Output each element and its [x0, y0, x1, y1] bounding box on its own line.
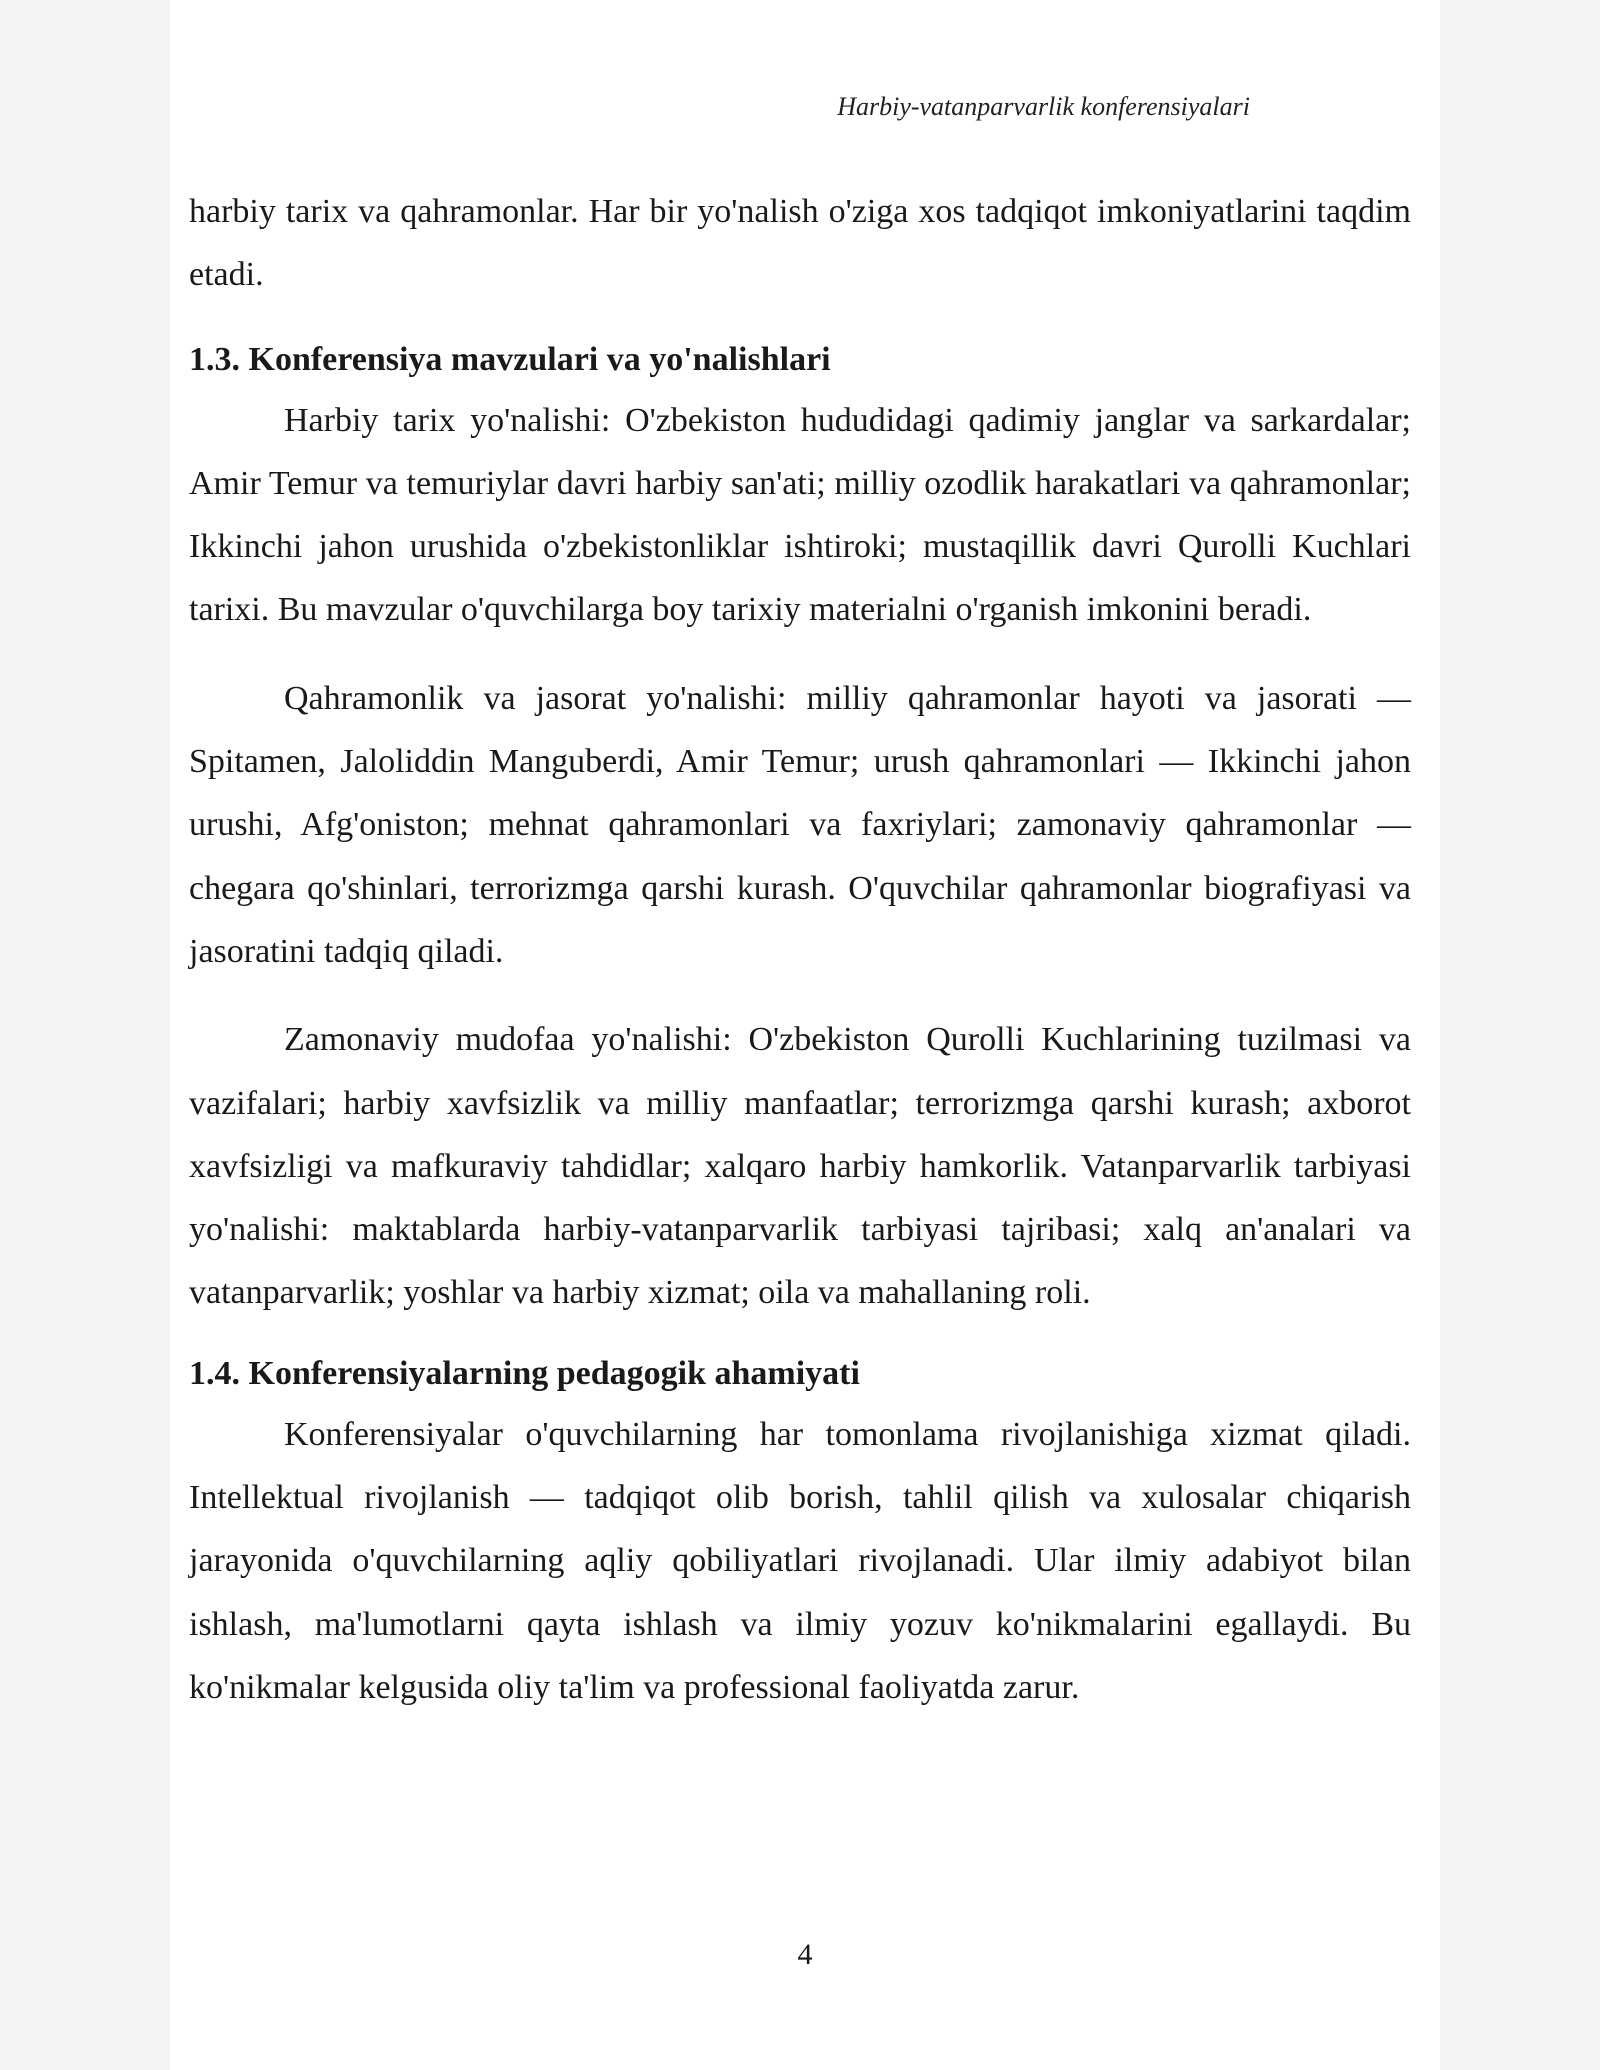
- page-content: [189, 180, 1411, 1719]
- continuation-paragraph: harbiy tarix va qahramonlar. Har bir yo'nalish o'ziga xos tadqiqot imkoniyatlarini taqdim etadi.: [189, 193, 1411, 294]
- document-page: [170, 0, 1440, 2070]
- section-heading-1-4: 1.4. Konferensiyalarning pedagogik ahamiyati: [189, 1354, 860, 1392]
- paragraph-heroism: Qahramonlik va jasorat yo'nalishi: milliy qahramonlar hayoti va jasorati — Spitamen, Jaloliddin Manguberdi, Amir Temur; urush qahramonlari — Ikkinchi jahon urushi, Afg'oniston; mehnat qahramonlari va faxriylari; zamonaviy qahramonlar — chegara qo'shinlari, terrorizmga qarshi kurash. O'quvchilar qahramonlar biografiyasi va jasoratini tadqiq qiladi.: [189, 679, 1411, 970]
- running-header: Harbiy-vatanparvarlik konferensiyalari: [837, 92, 1250, 121]
- paragraph-pedagogical-significance: Konferensiyalar o'quvchilarning har tomonlama rivojlanishiga xizmat qiladi. Intellektual rivojlanish — tadqiqot olib borish, tahlil qilish va xulosalar chiqarish jarayonida o'quvchilarning aqliy qobiliyatlari rivojlanadi. Ular ilmiy adabiyot bilan ishlash, ma'lumotlarni qayta ishlash va ilmiy yozuv ko'nikmalarini egallaydi. Bu ko'nikmalar kelgusida oliy ta'lim va professional faoliyatda zarur.: [189, 1415, 1411, 1706]
- paragraph-modern-defense: Zamonaviy mudofaa yo'nalishi: O'zbekiston Qurolli Kuchlarining tuzilmasi va vazifalari; harbiy xavfsizlik va milliy manfaatlar; terrorizmga qarshi kurash; axborot xavfsizligi va mafkuraviy tahdidlar; xalqaro harbiy hamkorlik. Vatanparvarlik tarbiyasi yo'nalishi: maktablarda harbiy-vatanparvarlik tarbiyasi tajribasi; xalq an'analari va vatanparvarlik; yoshlar va harbiy xizmat; oila va mahallaning roli.: [189, 1021, 1411, 1312]
- page-number: 4: [797, 1938, 813, 1971]
- paragraph-military-history: Harbiy tarix yo'nalishi: O'zbekiston hududidagi qadimiy janglar va sarkardalar; Amir Temur va temuriylar davri harbiy san'ati; milliy ozodlik harakatlari va qahramonlar; Ikkinchi jahon urushida o'zbekistonliklar ishtiroki; mustaqillik davri Qurolli Kuchlari tarixi. Bu mavzular o'quvchilarga boy tarixiy materialni o'rganish imkonini beradi.: [189, 401, 1411, 629]
- section-heading-1-3: 1.3. Konferensiya mavzulari va yo'nalishlari: [189, 340, 831, 378]
